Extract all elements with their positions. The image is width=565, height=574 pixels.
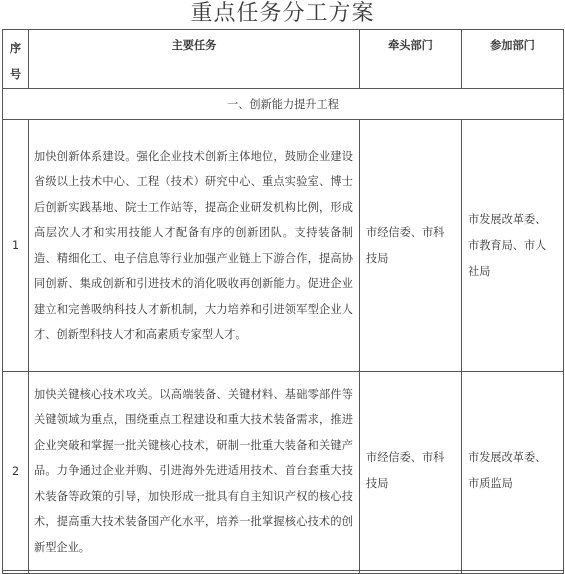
row-lead-text: 市经信委、市科技局 — [366, 451, 445, 490]
row-task-text: 加快关键核心技术攻关。以高端装备、关键材料、基础零部件等关键领域为重点，围绕重点工程建设和重大技术装备需求，推进企业突破和掌握一批关键核心技术，研制一批重大装备和关键产品。力争通过企业并购、引进海外先进适用技术、首台套重大技术装备等政策的引导，加快形成一批具有自主知识产权的核心技术，提高重大技术装备国产化水平，培养一批掌握核心技术的创新型企业。 — [34, 387, 353, 554]
row-participants-text: 市发展改革委、市教育局、市人社局 — [468, 212, 547, 278]
header-main-task — [29, 30, 360, 89]
row-seq: 2 — [3, 372, 29, 571]
header-seq-label: 序号 — [9, 42, 22, 81]
table-row — [3, 120, 564, 372]
document-title: 重点任务分工方案 — [190, 1, 375, 26]
row-participants-cell — [462, 120, 564, 372]
row-task-cell — [29, 120, 360, 372]
table-header-row — [3, 30, 564, 89]
row-lead-text: 市经信委、市科技局 — [366, 225, 445, 265]
row-participants-cell — [462, 372, 564, 571]
header-seq — [3, 30, 29, 89]
header-lead-dept — [360, 30, 462, 89]
header-main-task-label: 主要任务 — [171, 39, 217, 52]
section-row — [3, 89, 564, 120]
row-task-text: 加快创新体系建设。强化企业技术创新主体地位，鼓励企业建设省级以上技术中心、工程（技术）研究中心、重点实验室、博士后创新实践基地、院士工作站等，提高企业研发机构比例，形成高层次人才和实用技能人才配备有序的创新团队。支持装备制造、精细化工、电子信息等行业加强产业链上下游合作，提高协同创新、集成创新和引进技术的消化吸收再创新能力。促进企业建立和完善吸纳科技人才新机制，大力培养和引进领军型企业人才、创新型科技人才和高素质专家型人才。 — [34, 149, 353, 341]
header-participant-dept — [462, 30, 564, 89]
section-title: 一、创新能力提升工程 — [3, 89, 564, 120]
task-table — [2, 29, 564, 574]
table-row — [3, 372, 564, 571]
row-participants-text: 市发展改革委、市质监局 — [468, 451, 547, 490]
row-task-cell — [29, 372, 360, 571]
header-lead-dept-label: 牵头部门 — [388, 39, 433, 52]
header-participant-dept-label: 参加部门 — [490, 39, 535, 52]
row-lead-cell — [360, 120, 462, 372]
row-lead-cell — [360, 372, 462, 571]
row-seq: 1 — [3, 120, 29, 372]
